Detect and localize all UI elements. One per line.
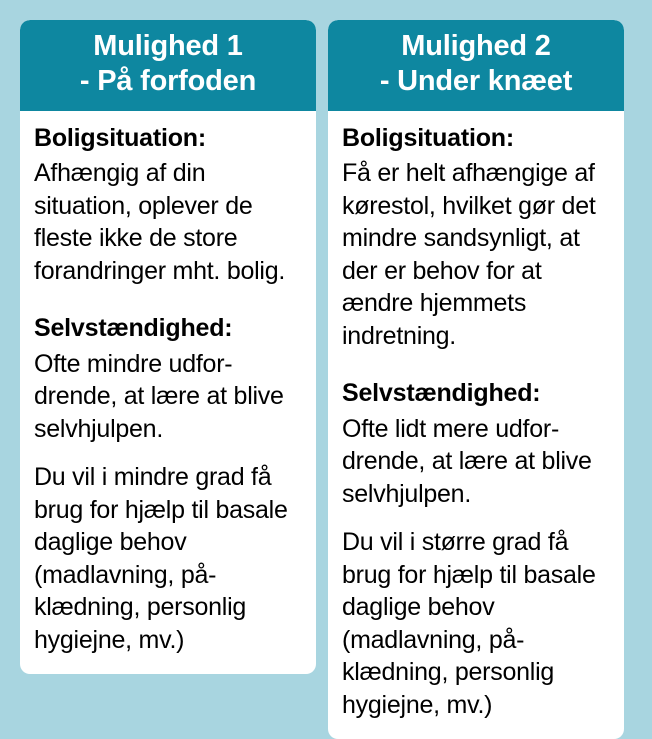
card-header-1: [20, 20, 316, 111]
section-title-boligsituation-2: Boligsituation:: [342, 123, 514, 152]
section-paragraph-boligsituation-2: Få er helt afhængige af kørestol, hvilket gør det mindre sandsynligt, at der er behov for at ændre hjemmets indretning.: [342, 159, 596, 350]
option-card-1: [20, 20, 316, 674]
card-subtitle-line-1: - På forfoden: [79, 65, 257, 98]
card-body-1: [20, 111, 316, 675]
card-title-line-1: Mulighed 1: [93, 30, 243, 62]
card-header-2: [328, 20, 624, 111]
section-paragraph-selvstaendighed-1a: Ofte mindre udfordrende, at lære at blive selvhjulpen.: [34, 349, 284, 443]
card-body-2: [328, 111, 624, 739]
section-paragraph-selvstaendighed-2b: Du vil i større grad få brug for hjælp til basale daglige behov (madlavning, påklædning, personlig hygiejne, mv.): [342, 528, 596, 719]
option-card-2: [328, 20, 624, 739]
section-title-boligsituation-1: Boligsituation:: [34, 123, 206, 152]
section-title-selvstaendighed-2: Selvstændighed:: [342, 379, 541, 408]
card-title-line-2: Mulighed 2: [401, 30, 551, 62]
section-paragraph-selvstaendighed-2a: Ofte lidt mere udfordrende, at lære at blive selvhjulpen.: [342, 414, 592, 508]
section-paragraph-boligsituation-1: Afhængig af din situation, oplever de fleste ikke de store forandringer mht. bolig.: [34, 159, 286, 285]
section-paragraph-selvstaendighed-1b: Du vil i mindre grad få brug for hjælp til basale daglige behov (madlavning, påklædning, personlig hygiejne, mv.): [34, 463, 288, 654]
section-title-selvstaendighed-1: Selvstændighed:: [34, 314, 233, 343]
card-subtitle-line-2: - Under knæet: [379, 65, 573, 98]
